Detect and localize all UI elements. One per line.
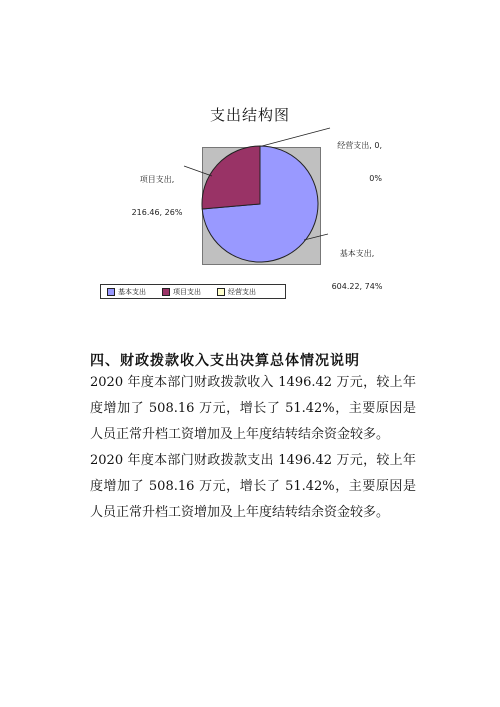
label-operating <box>320 118 382 206</box>
chart-title: 支出结构图 <box>209 106 290 124</box>
section-heading: 四、财政拨款收入支出决算总体情况说明 <box>90 353 360 369</box>
legend-label-project: 项目支出 <box>173 287 201 296</box>
legend-label-operating: 经营支出 <box>228 287 256 296</box>
paragraph-expenditure: 2020 年度本部门财政拨款支出 1496.42 万元，较上年度增加了 508.16 万元，增长了 51.42%，主要原因是人员正常升档工资增加及上年度结转结余资金较多。 <box>90 453 416 520</box>
label-basic <box>324 226 390 314</box>
label-basic-line1: 基本支出, <box>339 249 375 258</box>
label-project-line2: 216.46, 26% <box>131 208 183 217</box>
legend-swatch-project <box>162 288 170 296</box>
pie-svg <box>0 0 500 310</box>
chart-legend <box>100 284 286 299</box>
legend-item-operating <box>217 287 256 297</box>
legend-label-basic: 基本支出 <box>118 287 146 296</box>
expenditure-pie-chart <box>0 0 500 310</box>
pie-slice-project <box>202 146 260 209</box>
legend-item-project <box>162 287 201 297</box>
legend-swatch-operating <box>217 288 225 296</box>
paragraph-income: 2020 年度本部门财政拨款收入 1496.42 万元，较上年度增加了 508.16 万元，增长了 51.42%，主要原因是人员正常升档工资增加及上年度结转结余资金较多。 <box>90 375 416 442</box>
label-project <box>128 152 186 240</box>
legend-swatch-basic <box>107 288 115 296</box>
label-project-line1: 项目支出, <box>139 175 175 184</box>
label-basic-line2: 604.22, 74% <box>331 282 383 291</box>
label-operating-line1: 经营支出, 0, <box>337 141 382 150</box>
leader-line-project <box>184 166 212 176</box>
label-operating-line2: 0% <box>369 174 382 183</box>
legend-item-basic <box>107 287 146 297</box>
